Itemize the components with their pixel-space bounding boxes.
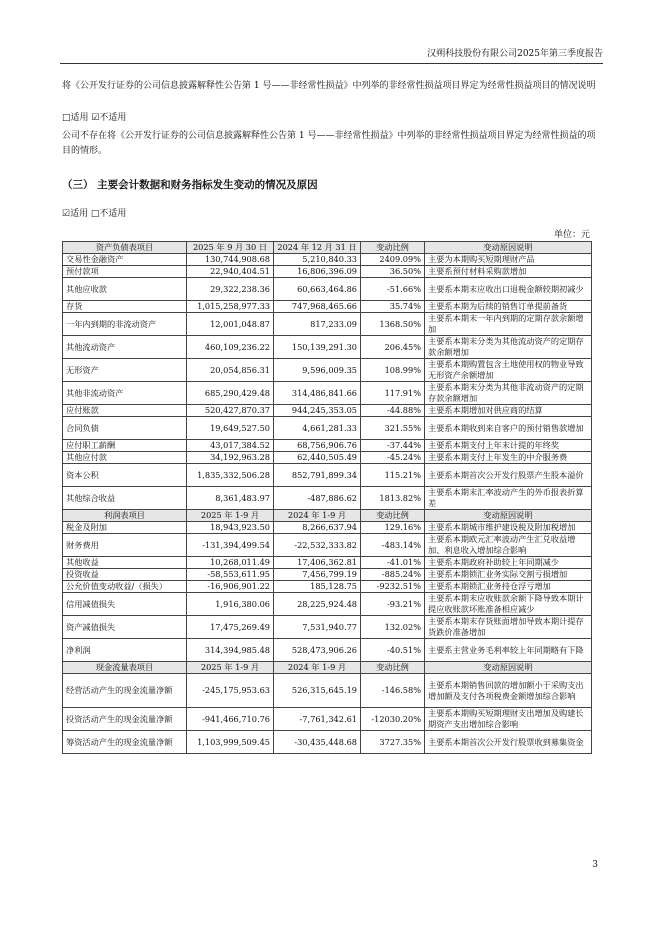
current-value-cell: 460,109,236.22 [187,336,274,359]
item-cell: 公允价值变动收益/（损失） [63,581,187,593]
table-header-row [63,510,592,522]
table-row [63,708,592,731]
prior-value-cell: 944,245,353.05 [274,405,361,417]
change-ratio-cell: -37.44% [361,440,425,452]
item-cell: 税金及附加 [63,522,187,534]
column-header: 变动原因说明 [425,510,592,522]
column-header: 变动原因说明 [425,242,592,254]
change-ratio-cell: -885.24% [361,569,425,581]
item-cell: 投资收益 [63,569,187,581]
item-cell: 合同负债 [63,417,187,440]
item-cell: 存货 [63,301,187,313]
item-cell: 一年内到期的非流动资产 [63,313,187,336]
table-row [63,336,592,359]
reason-cell: 主要系本期销售回款的增加额小于采购支出增加额及支付各项税费金额增加综合影响 [425,674,592,708]
change-ratio-cell: 321.55% [361,417,425,440]
reason-cell: 主要系本期末一年内到期的定期存款余额增加 [425,313,592,336]
table-header-row [63,662,592,674]
change-ratio-cell: -45.24% [361,452,425,464]
change-ratio-cell: -51.66% [361,278,425,301]
table-row [63,557,592,569]
reason-cell: 主要系本期支付上年发生的中介服务费 [425,452,592,464]
reason-cell: 主要系本期收到来自客户的预付销售款增加 [425,417,592,440]
prior-value-cell: 185,128.75 [274,581,361,593]
prior-value-cell: 7,531,940.77 [274,616,361,639]
change-ratio-cell: 35.74% [361,301,425,313]
current-value-cell: 1,103,999,509.45 [187,731,274,754]
prior-value-cell: 5,210,840.33 [274,254,361,266]
change-ratio-cell: 1368.50% [361,313,425,336]
reason-cell: 主要系本期购置包含土地使用权的物业导致无形资产余额增加 [425,359,592,382]
table-row [63,452,592,464]
item-cell: 无形资产 [63,359,187,382]
prior-value-cell: 28,225,924.48 [274,593,361,616]
table-row [63,731,592,754]
reason-cell: 主要系预付材料采购款增加 [425,266,592,278]
table-row [63,313,592,336]
reason-cell: 主要系本期首次公开发行股票产生股本溢价 [425,464,592,487]
column-header: 变动比例 [361,510,425,522]
table-row [63,417,592,440]
item-cell: 资产减值损失 [63,616,187,639]
prior-value-cell: 4,661,281.33 [274,417,361,440]
table-row [63,440,592,452]
item-cell: 净利润 [63,639,187,662]
table-row [63,266,592,278]
page-number: 3 [592,860,598,870]
prior-value-cell: 817,233.09 [274,313,361,336]
table-row [63,616,592,639]
table-row [63,674,592,708]
paragraph-reclassification-note: 将《公开发行证券的公司信息披露解释性公告第 1 号——非经常性损益》中列举的非经常性损益项目界定为经常性损益项目的情况说明 [62,81,596,91]
reason-cell: 主要系主营业务毛利率较上年同期略有下降 [425,639,592,662]
page-header: 汉朔科技股份有限公司2025年第三季度报告 [60,46,603,64]
prior-value-cell: 314,486,841.66 [274,382,361,405]
reason-cell: 主要系本期欧元汇率波动产生汇兑收益增加、利息收入增加综合影响 [425,534,592,557]
reason-cell: 主要系本期为后续的销售订单提前备货 [425,301,592,313]
table-row [63,382,592,405]
column-header: 变动比例 [361,242,425,254]
applicability-checkbox-2: ☑适用 □不适用 [62,209,127,219]
table-row [63,593,592,616]
column-header: 2025 年 1-9 月 [187,662,274,674]
change-ratio-cell: 132.02% [361,616,425,639]
reason-cell: 主要系本期锁汇业务持仓浮亏增加 [425,581,592,593]
reason-cell: 主要为本期购买短期理财产品 [425,254,592,266]
table-row [63,487,592,510]
prior-value-cell: -30,435,448.68 [274,731,361,754]
item-cell: 财务费用 [63,534,187,557]
prior-value-cell: 150,139,291.30 [274,336,361,359]
current-value-cell: 20,054,856.31 [187,359,274,382]
current-value-cell: 1,916,380.06 [187,593,274,616]
prior-value-cell: 7,456,799.19 [274,569,361,581]
reason-cell: 主要系本期首次公开发行股票收到募集资金 [425,731,592,754]
current-value-cell: -16,906,901.22 [187,581,274,593]
paragraph-no-reclassification: 公司不存在将《公开发行证券的公司信息披露解释性公告第 1 号——非经常性损益》中列举的非经常性损益项目界定为经常性损益的项目的情形。 [62,131,596,156]
current-value-cell: 130,744,908.68 [187,254,274,266]
table-row [63,405,592,417]
item-cell: 应付账款 [63,405,187,417]
reason-cell: 主要系本期支付上年末计提的年终奖 [425,440,592,452]
current-value-cell: -131,394,499.54 [187,534,274,557]
unit-label: 单位：元 [553,230,590,240]
current-value-cell: 685,290,429.48 [187,382,274,405]
table-row [63,534,592,557]
change-ratio-cell: -41.01% [361,557,425,569]
table-row [63,639,592,662]
current-value-cell: 19,649,527.50 [187,417,274,440]
item-cell: 其他应收款 [63,278,187,301]
item-cell: 投资活动产生的现金流量净额 [63,708,187,731]
column-header: 2024 年 1-9 月 [274,510,361,522]
prior-value-cell: -7,761,342.61 [274,708,361,731]
prior-value-cell: 9,596,009.35 [274,359,361,382]
item-cell: 其他应付款 [63,452,187,464]
item-cell: 信用减值损失 [63,593,187,616]
change-ratio-cell: 2409.09% [361,254,425,266]
change-ratio-cell: -146.58% [361,674,425,708]
current-value-cell: 314,394,985.48 [187,639,274,662]
reason-cell: 主要系本期末应收账款余额下降导致本期计提应收账款坏账准备相应减少 [425,593,592,616]
change-ratio-cell: -9232.51% [361,581,425,593]
table-row [63,278,592,301]
change-ratio-cell: 1813.82% [361,487,425,510]
reason-cell: 主要系本期城市维护建设税及附加税增加 [425,522,592,534]
item-cell: 其他综合收益 [63,487,187,510]
change-ratio-cell: 108.99% [361,359,425,382]
current-value-cell: 1,015,258,977.33 [187,301,274,313]
table-row [63,569,592,581]
change-ratio-cell: 36.50% [361,266,425,278]
table-row [63,522,592,534]
reason-cell: 主要系本期末应收出口退税金额较期初减少 [425,278,592,301]
reason-cell: 主要系本期锁汇业务实际交割亏损增加 [425,569,592,581]
current-value-cell: 34,192,963.28 [187,452,274,464]
current-value-cell: -58,553,611.95 [187,569,274,581]
prior-value-cell: 526,315,645.19 [274,674,361,708]
reason-cell: 主要系本期末存货账面增加导致本期计提存货跌价准备增加 [425,616,592,639]
item-cell: 筹资活动产生的现金流量净额 [63,731,187,754]
reason-cell: 主要系本期末分类为其他流动资产的定期存款余额增加 [425,336,592,359]
current-value-cell: -245,175,953.63 [187,674,274,708]
change-ratio-cell: 129.16% [361,522,425,534]
prior-value-cell: 16,806,396.09 [274,266,361,278]
financial-changes-table [62,241,592,754]
change-ratio-cell: -483.14% [361,534,425,557]
reason-cell: 主要系本期政府补助较上年同期减少 [425,557,592,569]
current-value-cell: 17,475,269.49 [187,616,274,639]
table-row [63,581,592,593]
change-ratio-cell: 115.21% [361,464,425,487]
column-header: 利润表项目 [63,510,187,522]
current-value-cell: -941,466,710.76 [187,708,274,731]
change-ratio-cell: -44.88% [361,405,425,417]
column-header: 2024 年 12 月 31 日 [274,242,361,254]
reason-cell: 主要系本期购买短期理财支出增加及购建长期资产支出增加综合影响 [425,708,592,731]
column-header: 资产负债表项目 [63,242,187,254]
current-value-cell: 10,268,011.49 [187,557,274,569]
column-header: 变动原因说明 [425,662,592,674]
item-cell: 经营活动产生的现金流量净额 [63,674,187,708]
applicability-checkbox-1: □适用 ☑不适用 [62,113,127,123]
prior-value-cell: 60,663,464.86 [274,278,361,301]
reason-cell: 主要系本期末汇率波动产生的外币报表折算差 [425,487,592,510]
current-value-cell: 22,940,404.51 [187,266,274,278]
current-value-cell: 8,361,483.97 [187,487,274,510]
item-cell: 其他非流动资产 [63,382,187,405]
item-cell: 其他收益 [63,557,187,569]
column-header: 现金流量表项目 [63,662,187,674]
prior-value-cell: 68,756,906.76 [274,440,361,452]
reason-cell: 主要系本期增加对供应商的结算 [425,405,592,417]
table-row [63,359,592,382]
current-value-cell: 18,943,923.50 [187,522,274,534]
current-value-cell: 1,835,332,506.28 [187,464,274,487]
prior-value-cell: 747,968,465.66 [274,301,361,313]
change-ratio-cell: 206.45% [361,336,425,359]
current-value-cell: 43,017,384.52 [187,440,274,452]
change-ratio-cell: -93.21% [361,593,425,616]
current-value-cell: 12,001,048.87 [187,313,274,336]
column-header: 2025 年 1-9 月 [187,510,274,522]
current-value-cell: 29,322,238.36 [187,278,274,301]
item-cell: 其他流动资产 [63,336,187,359]
column-header: 变动比例 [361,662,425,674]
prior-value-cell: 8,266,637.94 [274,522,361,534]
table-header-row [63,242,592,254]
section-title: （三） 主要会计数据和财务指标发生变动的情况及原因 [62,179,318,191]
prior-value-cell: 528,473,906.26 [274,639,361,662]
change-ratio-cell: 117.91% [361,382,425,405]
change-ratio-cell: -40.51% [361,639,425,662]
table-row [63,301,592,313]
column-header: 2025 年 9 月 30 日 [187,242,274,254]
prior-value-cell: 17,406,362.81 [274,557,361,569]
table-row [63,464,592,487]
table-row [63,254,592,266]
item-cell: 交易性金融资产 [63,254,187,266]
item-cell: 资本公积 [63,464,187,487]
change-ratio-cell: 3727.35% [361,731,425,754]
prior-value-cell: -487,886.62 [274,487,361,510]
change-ratio-cell: -12030.20% [361,708,425,731]
column-header: 2024 年 1-9 月 [274,662,361,674]
item-cell: 应付职工薪酬 [63,440,187,452]
prior-value-cell: -22,532,333.82 [274,534,361,557]
prior-value-cell: 62,440,505.49 [274,452,361,464]
item-cell: 预付款项 [63,266,187,278]
reason-cell: 主要系本期末分类为其他非流动资产的定期存款余额增加 [425,382,592,405]
prior-value-cell: 852,791,899.34 [274,464,361,487]
current-value-cell: 520,427,870.37 [187,405,274,417]
